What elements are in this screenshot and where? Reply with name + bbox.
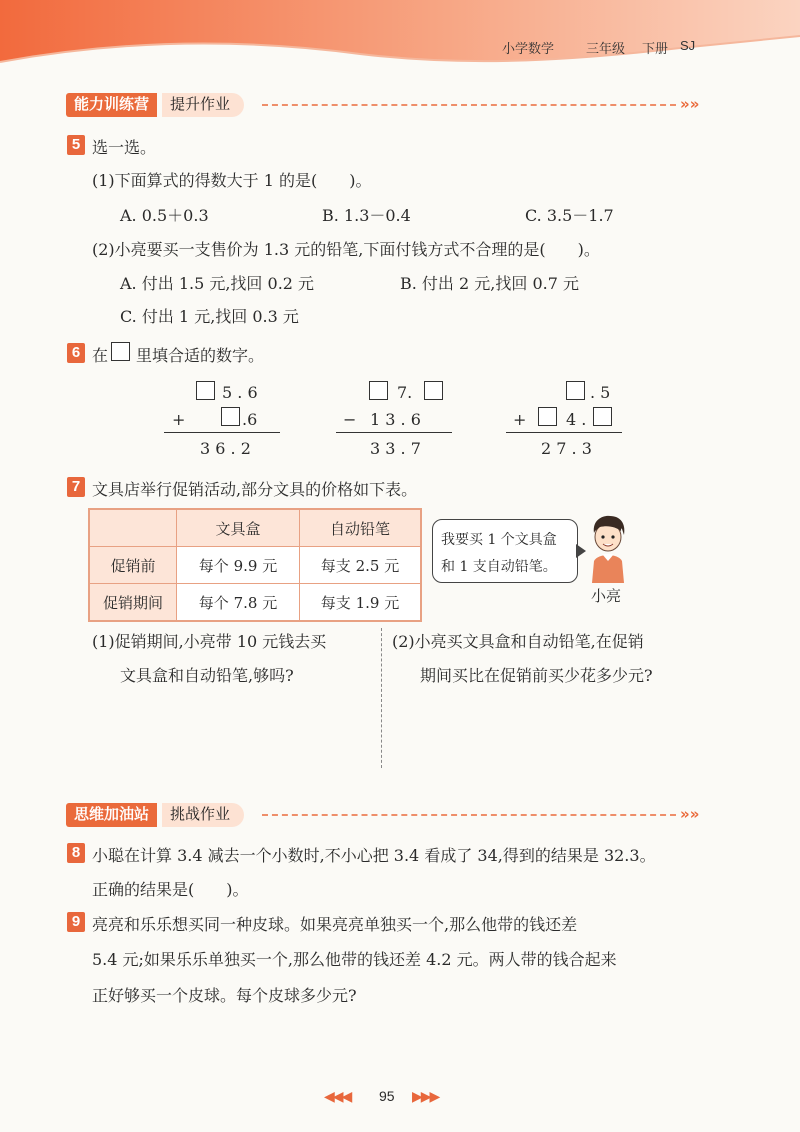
question-text: 正确的结果是( )。 [92, 880, 249, 899]
double-chevron-icon: »» [680, 95, 700, 113]
header-grade: 三年级 [586, 41, 626, 56]
dashed-divider [262, 814, 676, 816]
question-number: 6 [67, 343, 85, 363]
question-stem: (1)下面算式的得数大于 1 的是( )。 [92, 171, 372, 190]
table-header-cell: 自动铅笔 [300, 509, 422, 547]
character-name: 小亮 [591, 588, 622, 605]
question-text: 5.4 元;如果乐乐单独买一个,那么他带的钱还差 4.2 元。两人带的钱合起来 [92, 950, 617, 969]
boy-character-icon [586, 513, 630, 583]
speech-bubble [432, 519, 578, 583]
question-prompt-pre: 在 [92, 346, 109, 365]
digit-text: 4 . [566, 410, 587, 429]
question-prompt-post: 里填合适的数字。 [136, 346, 265, 365]
option-a: A. 付出 1.5 元,找回 0.2 元 [120, 274, 315, 293]
question-text: 正好够买一个皮球。每个皮球多少元? [92, 986, 357, 1005]
speech-line: 我要买 1 个文具盒 [441, 532, 557, 548]
table-header-cell: 文具盒 [177, 509, 300, 547]
option-c: C. 3.5－1.7 [525, 206, 614, 225]
question-prompt: 选一选。 [92, 138, 157, 157]
table-cell: 每支 1.9 元 [300, 584, 422, 622]
price-table [88, 508, 422, 622]
question-number: 7 [67, 477, 85, 497]
table-row-header: 促销前 [89, 547, 177, 584]
section-banner-thinking [66, 803, 706, 827]
prev-arrows-icon: ◀◀◀ [324, 1089, 351, 1105]
answer-box[interactable] [111, 342, 130, 361]
speech-line: 和 1 支自动铅笔。 [441, 559, 557, 575]
question-text: 小聪在计算 3.4 减去一个小数时,不小心把 3.4 看成了 34,得到的结果是 32.3。 [92, 846, 656, 865]
sum-line [164, 432, 280, 433]
table-header-row [89, 509, 421, 547]
header-subject: 小学数学 [502, 41, 555, 56]
digit-box[interactable] [196, 381, 215, 400]
digit-text: 1 3 . 6 [370, 410, 421, 429]
result-text: 3 3 . 7 [370, 439, 421, 458]
sub-question-text: 期间买比在促销前买少花多少元? [420, 666, 653, 685]
digit-box[interactable] [566, 381, 585, 400]
page-number: 95 [379, 1088, 395, 1104]
digit-box[interactable] [424, 381, 443, 400]
result-text: 2 7 . 3 [541, 439, 592, 458]
digit-text: . 5 [590, 383, 611, 402]
difference-line [336, 432, 452, 433]
question-stem: (2)小亮要买一支售价为 1.3 元的铅笔,下面付钱方式不合理的是( )。 [92, 240, 600, 259]
section-tag: 思维加油站 [66, 803, 157, 827]
section-title: 挑战作业 [162, 803, 244, 827]
section-title: 提升作业 [162, 93, 244, 117]
dashed-divider [262, 104, 676, 106]
digit-box[interactable] [538, 407, 557, 426]
column-divider [381, 628, 382, 768]
next-arrows-icon: ▶▶▶ [412, 1089, 439, 1105]
table-cell: 每个 7.8 元 [177, 584, 300, 622]
section-banner-ability [66, 93, 706, 117]
table-row [89, 584, 421, 622]
table-cell [89, 509, 177, 547]
table-cell: 每支 2.5 元 [300, 547, 422, 584]
plus-sign: + [513, 410, 527, 429]
option-c: C. 付出 1 元,找回 0.3 元 [120, 307, 299, 326]
question-number: 8 [67, 843, 85, 863]
sub-question-text: 文具盒和自动铅笔,够吗? [120, 666, 294, 685]
minus-sign: − [343, 410, 357, 429]
option-a: A. 0.5＋0.3 [120, 206, 209, 225]
sub-question-text: (1)促销期间,小亮带 10 元钱去买 [92, 632, 327, 651]
digit-box[interactable] [221, 407, 240, 426]
section-tag: 能力训练营 [66, 93, 157, 117]
header-edition: SJ [680, 38, 696, 53]
digit-text: .6 [242, 410, 258, 429]
sub-question-text: (2)小亮买文具盒和自动铅笔,在促销 [392, 632, 644, 651]
sum-line [506, 432, 622, 433]
header-volume: 下册 [642, 41, 669, 56]
digit-text: 5 . 6 [222, 383, 258, 402]
table-row-header: 促销期间 [89, 584, 177, 622]
speech-bubble-tail [576, 544, 586, 558]
digit-box[interactable] [369, 381, 388, 400]
question-text: 亮亮和乐乐想买同一种皮球。如果亮亮单独买一个,那么他带的钱还差 [92, 915, 578, 934]
option-b: B. 1.3－0.4 [322, 206, 411, 225]
double-chevron-icon: »» [680, 805, 700, 823]
table-row [89, 547, 421, 584]
option-b: B. 付出 2 元,找回 0.7 元 [400, 274, 579, 293]
plus-sign: + [172, 410, 186, 429]
result-text: 3 6 . 2 [200, 439, 251, 458]
table-cell: 每个 9.9 元 [177, 547, 300, 584]
question-number: 9 [67, 912, 85, 932]
question-number: 5 [67, 135, 85, 155]
digit-box[interactable] [593, 407, 612, 426]
digit-text: 7. [397, 383, 413, 402]
question-prompt: 文具店举行促销活动,部分文具的价格如下表。 [92, 480, 418, 499]
